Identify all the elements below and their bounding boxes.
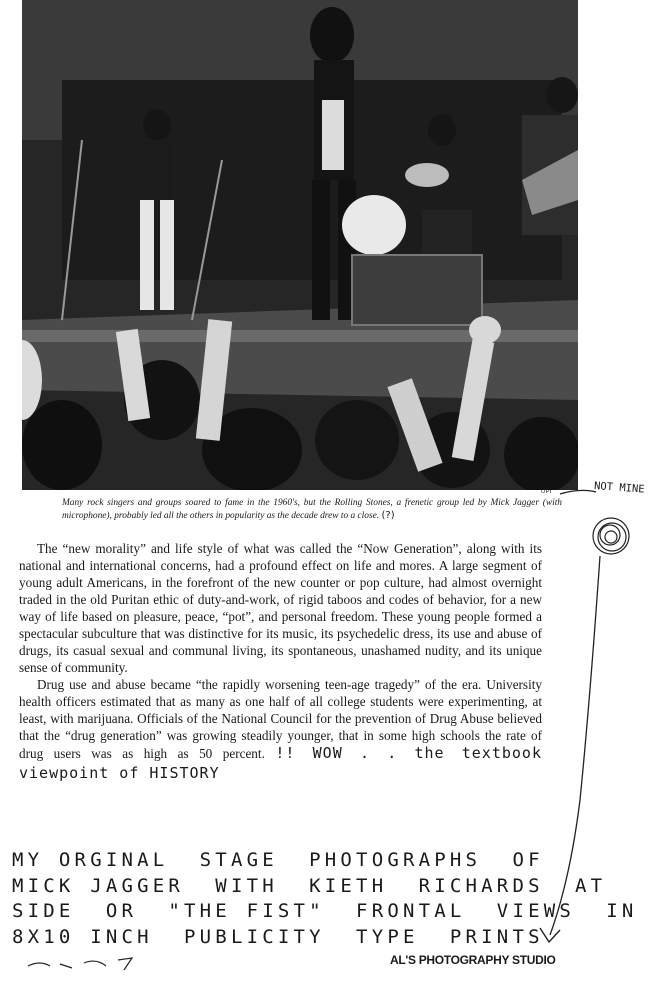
connector-line <box>560 490 596 494</box>
main-note-line: 8X10 INCH PUBLICITY TYPE PRINTS <box>12 925 544 948</box>
paragraph-drug-use <box>19 676 542 783</box>
paragraph-now-generation: The “new morality” and life style of what was called the “Now Generation”, along with its national and international concerns, had a profound effect on life and mores. A large segment of young adult Americans, in the forefront of the new counter or pop culture, had almost overnight traded in the old Puritan ethic of duty-and-work, of rigid taboos and codes of behavior, for a new way of life based on pleasure, peace, “pot”, and personal freedom. These young people formed a spectacular subculture that was distinctive for its music, its psychedelic dress, its use and abuse of drugs, its casual sexual and communal living, its spontaneous, unashamed nudity, and its unique sense of community. <box>19 541 542 676</box>
main-note-line: SIDE OR "THE FIST" FRONTAL VIEWS IN <box>12 900 638 923</box>
concert-photo-drawing <box>22 0 578 490</box>
handwritten-side-note: NOT MINE <box>593 480 645 496</box>
handwritten-main-note <box>12 848 638 951</box>
bottom-scribble <box>28 958 132 970</box>
paragraph-drug-use-text: Drug use and abuse became “the rapidly worsening teen-age tragedy” of the era. University health officers estimated that as many as one half of all college students were experimenting, at least, with marijuana. Officials of the National Council for the prevention of Drug Abuse believed that the “drug generation” was growing steadily younger, that in some high schools the rate of drug users was as high as 50 percent. <box>19 677 542 762</box>
handwritten-inline-comment: !! WOW . . the textbook viewpoint of HISTORY <box>19 744 542 782</box>
concert-photo <box>22 0 578 490</box>
studio-stamp: AL'S PHOTOGRAPHY STUDIO <box>390 953 556 967</box>
main-note-line: MY ORGINAL STAGE PHOTOGRAPHS OF <box>12 849 544 871</box>
photo-credit: UPI <box>541 489 552 495</box>
main-note-line: MICK JAGGER WITH KIETH RICHARDS AT <box>12 874 607 897</box>
article-body <box>19 540 542 783</box>
caption-handwritten-annotation: (?) <box>381 510 395 522</box>
caption-text: Many rock singers and groups soared to fame in the 1960's, but the Rolling Stones, a frenetic group led by Mick Jagger (with microphone), probably led all the others in popularity as the decade drew to a close. <box>62 498 562 522</box>
photo-caption <box>62 497 562 522</box>
scribble-circle-icon <box>593 518 629 554</box>
